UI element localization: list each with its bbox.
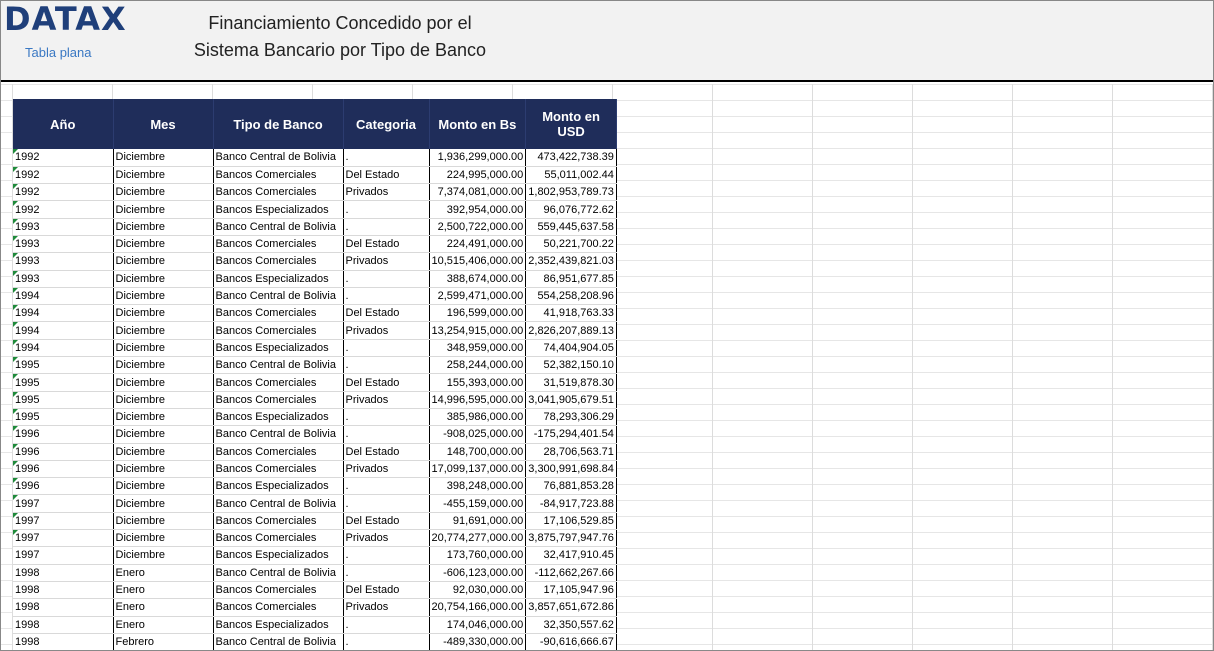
cell-mes[interactable]: Diciembre xyxy=(113,426,213,443)
cell-tipo-banco[interactable]: Bancos Especializados xyxy=(213,339,343,356)
cell-tipo-banco[interactable]: Bancos Especializados xyxy=(213,478,343,495)
cell-monto-usd[interactable]: 2,352,439,821.03 xyxy=(526,253,617,270)
table-row[interactable] xyxy=(13,339,616,356)
cell-anio[interactable]: 1992 xyxy=(13,201,113,218)
cell-tipo-banco[interactable]: Banco Central de Bolivia xyxy=(213,633,343,650)
cell-anio[interactable]: 1996 xyxy=(13,478,113,495)
table-row[interactable] xyxy=(13,201,616,218)
cell-monto-bs[interactable]: 224,491,000.00 xyxy=(429,235,526,252)
cell-monto-bs[interactable]: 92,030,000.00 xyxy=(429,581,526,598)
cell-mes[interactable]: Enero xyxy=(113,599,213,616)
table-row[interactable] xyxy=(13,305,616,322)
cell-mes[interactable]: Enero xyxy=(113,581,213,598)
cell-monto-bs[interactable]: 14,996,595,000.00 xyxy=(429,391,526,408)
cell-monto-bs[interactable]: 398,248,000.00 xyxy=(429,478,526,495)
cell-anio[interactable]: 1996 xyxy=(13,460,113,477)
cell-tipo-banco[interactable]: Banco Central de Bolivia xyxy=(213,218,343,235)
cell-anio[interactable]: 1997 xyxy=(13,495,113,512)
table-row[interactable] xyxy=(13,391,616,408)
cell-categoria[interactable]: . xyxy=(343,564,429,581)
cell-mes[interactable]: Diciembre xyxy=(113,443,213,460)
table-row[interactable] xyxy=(13,633,616,650)
cell-monto-usd[interactable]: 3,300,991,698.84 xyxy=(526,460,617,477)
table-row[interactable] xyxy=(13,616,616,633)
cell-anio[interactable]: 1997 xyxy=(13,530,113,547)
cell-monto-usd[interactable]: -112,662,267.66 xyxy=(526,564,617,581)
cell-monto-bs[interactable]: 17,099,137,000.00 xyxy=(429,460,526,477)
cell-mes[interactable]: Diciembre xyxy=(113,478,213,495)
cell-monto-bs[interactable]: 388,674,000.00 xyxy=(429,270,526,287)
cell-monto-bs[interactable]: 155,393,000.00 xyxy=(429,374,526,391)
table-row[interactable] xyxy=(13,599,616,616)
cell-mes[interactable]: Diciembre xyxy=(113,184,213,201)
cell-anio[interactable]: 1992 xyxy=(13,166,113,183)
column-header-monto-usd[interactable]: Monto en USD xyxy=(526,99,617,149)
cell-mes[interactable]: Diciembre xyxy=(113,391,213,408)
cell-anio[interactable]: 1998 xyxy=(13,599,113,616)
report-header xyxy=(0,0,1214,82)
cell-monto-bs[interactable]: 13,254,915,000.00 xyxy=(429,322,526,339)
cell-categoria[interactable]: . xyxy=(343,478,429,495)
table-row[interactable] xyxy=(13,478,616,495)
cell-categoria[interactable]: Del Estado xyxy=(343,235,429,252)
cell-tipo-banco[interactable]: Banco Central de Bolivia xyxy=(213,149,343,166)
column-header-monto-bs[interactable]: Monto en Bs xyxy=(429,99,526,149)
cell-categoria[interactable]: Del Estado xyxy=(343,443,429,460)
cell-monto-usd[interactable]: 473,422,738.39 xyxy=(526,149,617,166)
cell-mes[interactable]: Diciembre xyxy=(113,460,213,477)
cell-monto-bs[interactable]: 148,700,000.00 xyxy=(429,443,526,460)
cell-categoria[interactable]: . xyxy=(343,408,429,425)
table-row[interactable] xyxy=(13,149,616,166)
cell-monto-usd[interactable]: 41,918,763.33 xyxy=(526,305,617,322)
cell-anio[interactable]: 1998 xyxy=(13,616,113,633)
table-row[interactable] xyxy=(13,512,616,529)
cell-monto-bs[interactable]: 258,244,000.00 xyxy=(429,357,526,374)
cell-tipo-banco[interactable]: Bancos Especializados xyxy=(213,408,343,425)
cell-monto-bs[interactable]: 20,754,166,000.00 xyxy=(429,599,526,616)
cell-monto-bs[interactable]: 385,986,000.00 xyxy=(429,408,526,425)
cell-categoria[interactable]: Privados xyxy=(343,184,429,201)
cell-monto-usd[interactable]: 86,951,677.85 xyxy=(526,270,617,287)
cell-tipo-banco[interactable]: Banco Central de Bolivia xyxy=(213,357,343,374)
cell-anio[interactable]: 1994 xyxy=(13,287,113,304)
cell-categoria[interactable]: . xyxy=(343,270,429,287)
cell-monto-bs[interactable]: 174,046,000.00 xyxy=(429,616,526,633)
report-title-line-2: Sistema Bancario por Tipo de Banco xyxy=(193,40,487,60)
cell-monto-bs[interactable]: 10,515,406,000.00 xyxy=(429,253,526,270)
table-row[interactable] xyxy=(13,564,616,581)
cell-categoria[interactable]: Del Estado xyxy=(343,305,429,322)
cell-mes[interactable]: Diciembre xyxy=(113,201,213,218)
table-row[interactable] xyxy=(13,357,616,374)
cell-tipo-banco[interactable]: Bancos Comerciales xyxy=(213,235,343,252)
cell-tipo-banco[interactable]: Bancos Comerciales xyxy=(213,305,343,322)
cell-anio[interactable]: 1996 xyxy=(13,443,113,460)
cell-mes[interactable]: Diciembre xyxy=(113,270,213,287)
cell-monto-usd[interactable]: 554,258,208.96 xyxy=(526,287,617,304)
cell-anio[interactable]: 1995 xyxy=(13,391,113,408)
table-row[interactable] xyxy=(13,530,616,547)
cell-monto-bs[interactable]: 20,774,277,000.00 xyxy=(429,530,526,547)
cell-tipo-banco[interactable]: Banco Central de Bolivia xyxy=(213,287,343,304)
cell-mes[interactable]: Diciembre xyxy=(113,305,213,322)
cell-anio[interactable]: 1997 xyxy=(13,512,113,529)
cell-monto-usd[interactable]: -84,917,723.88 xyxy=(526,495,617,512)
cell-tipo-banco[interactable]: Bancos Especializados xyxy=(213,616,343,633)
cell-monto-usd[interactable]: 3,041,905,679.51 xyxy=(526,391,617,408)
cell-categoria[interactable]: Privados xyxy=(343,460,429,477)
cell-tipo-banco[interactable]: Bancos Comerciales xyxy=(213,460,343,477)
cell-mes[interactable]: Diciembre xyxy=(113,547,213,564)
cell-mes[interactable]: Diciembre xyxy=(113,374,213,391)
cell-anio[interactable]: 1997 xyxy=(13,547,113,564)
cell-anio[interactable]: 1994 xyxy=(13,322,113,339)
cell-tipo-banco[interactable]: Bancos Comerciales xyxy=(213,530,343,547)
table-header-row xyxy=(13,99,616,149)
cell-tipo-banco[interactable]: Bancos Especializados xyxy=(213,201,343,218)
cell-mes[interactable]: Diciembre xyxy=(113,235,213,252)
cell-monto-bs[interactable]: 7,374,081,000.00 xyxy=(429,184,526,201)
cell-categoria[interactable]: Privados xyxy=(343,322,429,339)
table-row[interactable] xyxy=(13,408,616,425)
cell-mes[interactable]: Diciembre xyxy=(113,357,213,374)
cell-categoria[interactable]: Privados xyxy=(343,599,429,616)
cell-anio[interactable]: 1998 xyxy=(13,564,113,581)
cell-tipo-banco[interactable]: Bancos Comerciales xyxy=(213,512,343,529)
table-row[interactable] xyxy=(13,426,616,443)
cell-tipo-banco[interactable]: Bancos Comerciales xyxy=(213,184,343,201)
table-row[interactable] xyxy=(13,443,616,460)
cell-monto-usd[interactable]: 74,404,904.05 xyxy=(526,339,617,356)
table-row[interactable] xyxy=(13,581,616,598)
table-row[interactable] xyxy=(13,547,616,564)
cell-tipo-banco[interactable]: Bancos Comerciales xyxy=(213,391,343,408)
cell-mes[interactable]: Diciembre xyxy=(113,287,213,304)
cell-categoria[interactable]: Privados xyxy=(343,391,429,408)
cell-monto-bs[interactable]: -908,025,000.00 xyxy=(429,426,526,443)
datax-logo: DATAX xyxy=(4,0,127,38)
cell-monto-usd[interactable]: 17,106,529.85 xyxy=(526,512,617,529)
cell-mes[interactable]: Diciembre xyxy=(113,530,213,547)
cell-categoria[interactable]: . xyxy=(343,547,429,564)
cell-monto-bs[interactable]: 2,599,471,000.00 xyxy=(429,287,526,304)
table-row[interactable] xyxy=(13,287,616,304)
table-row[interactable] xyxy=(13,184,616,201)
column-header-categoria[interactable]: Categoria xyxy=(343,99,429,149)
cell-mes[interactable]: Enero xyxy=(113,564,213,581)
cell-tipo-banco[interactable]: Bancos Comerciales xyxy=(213,322,343,339)
cell-categoria[interactable]: . xyxy=(343,426,429,443)
cell-mes[interactable]: Diciembre xyxy=(113,253,213,270)
data-table xyxy=(13,99,617,651)
cell-monto-usd[interactable]: 50,221,700.22 xyxy=(526,235,617,252)
cell-anio[interactable]: 1993 xyxy=(13,235,113,252)
table-body xyxy=(13,149,616,651)
table-row[interactable] xyxy=(13,235,616,252)
logo-subtitle: Tabla plana xyxy=(25,45,92,60)
cell-monto-bs[interactable]: 2,500,722,000.00 xyxy=(429,218,526,235)
cell-mes[interactable]: Diciembre xyxy=(113,322,213,339)
report-title xyxy=(190,10,490,64)
table-row[interactable] xyxy=(13,460,616,477)
cell-anio[interactable]: 1995 xyxy=(13,374,113,391)
table-row[interactable] xyxy=(13,166,616,183)
cell-monto-bs[interactable]: -606,123,000.00 xyxy=(429,564,526,581)
cell-categoria[interactable]: . xyxy=(343,287,429,304)
cell-anio[interactable]: 1993 xyxy=(13,270,113,287)
cell-mes[interactable]: Diciembre xyxy=(113,495,213,512)
cell-monto-usd[interactable]: 3,875,797,947.76 xyxy=(526,530,617,547)
cell-monto-usd[interactable]: 96,076,772.62 xyxy=(526,201,617,218)
cell-anio[interactable]: 1994 xyxy=(13,305,113,322)
cell-anio[interactable]: 1998 xyxy=(13,633,113,650)
column-header-anio[interactable]: Año xyxy=(13,99,113,149)
cell-monto-usd[interactable]: 52,382,150.10 xyxy=(526,357,617,374)
cell-mes[interactable]: Diciembre xyxy=(113,218,213,235)
cell-mes[interactable]: Febrero xyxy=(113,633,213,650)
cell-anio[interactable]: 1992 xyxy=(13,184,113,201)
cell-monto-bs[interactable]: 91,691,000.00 xyxy=(429,512,526,529)
cell-tipo-banco[interactable]: Bancos Comerciales xyxy=(213,374,343,391)
cell-mes[interactable]: Diciembre xyxy=(113,408,213,425)
table-row[interactable] xyxy=(13,218,616,235)
cell-anio[interactable]: 1993 xyxy=(13,253,113,270)
cell-anio[interactable]: 1992 xyxy=(13,149,113,166)
cell-monto-usd[interactable]: 28,706,563.71 xyxy=(526,443,617,460)
cell-mes[interactable]: Diciembre xyxy=(113,149,213,166)
cell-mes[interactable]: Diciembre xyxy=(113,339,213,356)
cell-mes[interactable]: Diciembre xyxy=(113,166,213,183)
cell-monto-bs[interactable]: -489,330,000.00 xyxy=(429,633,526,650)
cell-categoria[interactable]: Del Estado xyxy=(343,374,429,391)
table-row[interactable] xyxy=(13,495,616,512)
report-title-line-1: Financiamiento Concedido por el xyxy=(208,13,472,33)
table-row[interactable] xyxy=(13,253,616,270)
cell-tipo-banco[interactable]: Bancos Comerciales xyxy=(213,253,343,270)
cell-monto-usd[interactable]: 31,519,878.30 xyxy=(526,374,617,391)
cell-monto-usd[interactable]: 76,881,853.28 xyxy=(526,478,617,495)
cell-monto-usd[interactable]: 78,293,306.29 xyxy=(526,408,617,425)
cell-categoria[interactable]: . xyxy=(343,149,429,166)
cell-tipo-banco[interactable]: Bancos Especializados xyxy=(213,547,343,564)
cell-monto-usd[interactable]: 559,445,637.58 xyxy=(526,218,617,235)
cell-tipo-banco[interactable]: Bancos Comerciales xyxy=(213,443,343,460)
cell-monto-bs[interactable]: 392,954,000.00 xyxy=(429,201,526,218)
cell-monto-bs[interactable]: 224,995,000.00 xyxy=(429,166,526,183)
cell-monto-bs[interactable]: 173,760,000.00 xyxy=(429,547,526,564)
cell-categoria[interactable]: Del Estado xyxy=(343,512,429,529)
cell-categoria[interactable]: . xyxy=(343,633,429,650)
column-header-tipo-banco[interactable]: Tipo de Banco xyxy=(213,99,343,149)
cell-anio[interactable]: 1995 xyxy=(13,357,113,374)
cell-categoria[interactable]: . xyxy=(343,218,429,235)
cell-monto-bs[interactable]: -455,159,000.00 xyxy=(429,495,526,512)
cell-monto-usd[interactable]: 55,011,002.44 xyxy=(526,166,617,183)
column-header-mes[interactable]: Mes xyxy=(113,99,213,149)
cell-monto-usd[interactable]: 1,802,953,789.73 xyxy=(526,184,617,201)
cell-tipo-banco[interactable]: Bancos Comerciales xyxy=(213,581,343,598)
cell-categoria[interactable]: . xyxy=(343,616,429,633)
cell-monto-usd[interactable]: 32,417,910.45 xyxy=(526,547,617,564)
cell-monto-usd[interactable]: 2,826,207,889.13 xyxy=(526,322,617,339)
cell-mes[interactable]: Enero xyxy=(113,616,213,633)
cell-monto-usd[interactable]: -90,616,666.67 xyxy=(526,633,617,650)
cell-categoria[interactable]: . xyxy=(343,357,429,374)
cell-monto-usd[interactable]: 3,857,651,672.86 xyxy=(526,599,617,616)
cell-categoria[interactable]: . xyxy=(343,495,429,512)
cell-monto-bs[interactable]: 1,936,299,000.00 xyxy=(429,149,526,166)
cell-categoria[interactable]: Del Estado xyxy=(343,166,429,183)
cell-tipo-banco[interactable]: Bancos Especializados xyxy=(213,270,343,287)
cell-monto-usd[interactable]: 17,105,947.96 xyxy=(526,581,617,598)
cell-categoria[interactable]: . xyxy=(343,339,429,356)
table-row[interactable] xyxy=(13,322,616,339)
cell-anio[interactable]: 1993 xyxy=(13,218,113,235)
cell-anio[interactable]: 1998 xyxy=(13,581,113,598)
cell-tipo-banco[interactable]: Banco Central de Bolivia xyxy=(213,426,343,443)
cell-anio[interactable]: 1994 xyxy=(13,339,113,356)
cell-monto-usd[interactable]: 32,350,557.62 xyxy=(526,616,617,633)
cell-tipo-banco[interactable]: Banco Central de Bolivia xyxy=(213,495,343,512)
cell-mes[interactable]: Diciembre xyxy=(113,512,213,529)
cell-tipo-banco[interactable]: Bancos Comerciales xyxy=(213,166,343,183)
cell-categoria[interactable]: Del Estado xyxy=(343,581,429,598)
cell-anio[interactable]: 1996 xyxy=(13,426,113,443)
cell-monto-bs[interactable]: 196,599,000.00 xyxy=(429,305,526,322)
cell-categoria[interactable]: Privados xyxy=(343,530,429,547)
cell-tipo-banco[interactable]: Banco Central de Bolivia xyxy=(213,564,343,581)
table-row[interactable] xyxy=(13,270,616,287)
cell-anio[interactable]: 1995 xyxy=(13,408,113,425)
cell-monto-usd[interactable]: -175,294,401.54 xyxy=(526,426,617,443)
cell-tipo-banco[interactable]: Bancos Comerciales xyxy=(213,599,343,616)
cell-monto-bs[interactable]: 348,959,000.00 xyxy=(429,339,526,356)
cell-categoria[interactable]: . xyxy=(343,201,429,218)
table-row[interactable] xyxy=(13,374,616,391)
cell-categoria[interactable]: Privados xyxy=(343,253,429,270)
